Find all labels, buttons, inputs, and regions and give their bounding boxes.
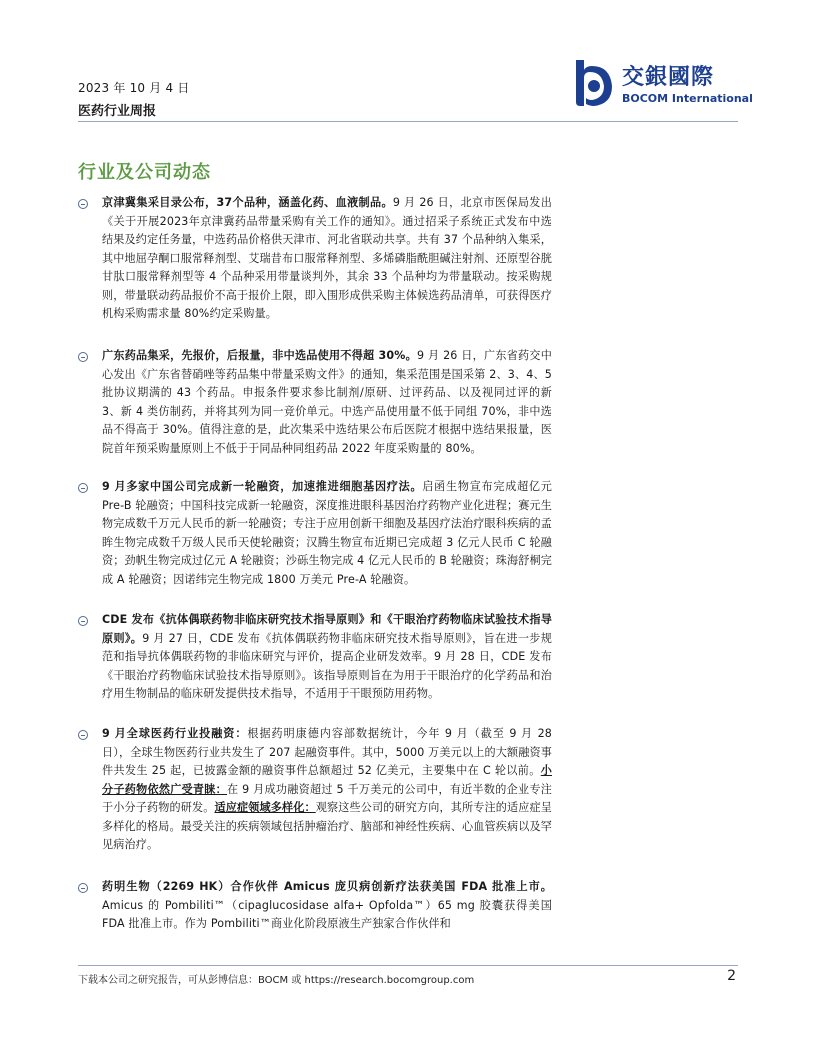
- page-number: 2: [727, 968, 736, 984]
- news-item-text: 9 月 26 日，北京市医保局发出《关于开展2023年京津冀药品带量采购有关工作的通知》。通过招采子系统正式发布中选结果及约定任务量，中选药品价格供天津市、河北省联动共享。共有 37 个品种纳入集采，其中地屈孕酮口服常释剂型、艾瑞昔布口服常释剂型、多烯磷脂酰胆碱注射剂、还原型谷胱甘肽口服常释剂型等 4 个品种采用带量谈判外，其余 33 个品种均为带量联动。按采购规则，带量联动药品报价不高于报价上限，即入围形成供采购主体候选药品清单，可获得医疗机构采购需求量 80%约定采购量。: [102, 196, 553, 320]
- circle-bullet-icon: [78, 616, 88, 626]
- logo-chinese-name: 交銀國際: [622, 65, 715, 90]
- news-item-body: [102, 725, 552, 855]
- news-item-headline: CDE 发布《抗体偶联药物非临床研究技术指导原则》和《干眼治疗药物临床试验技术指导原则》。: [102, 613, 552, 645]
- news-item-text: 启函生物宣布完成超亿元 Pre-B 轮融资；中国科技完成新一轮融资，深度推进眼科基因治疗药物产业化进程；赛元生物完成数千万元人民币的新一轮融资；专注于应用创新干细胞及基因疗法治疗眼科疾病的孟眸生物完成数千万级人民币天使轮融资；汉腾生物宣布近期已完成超 3 亿元人民币 C 轮融资；劲帆生物完成过亿元 A 轮融资；沙砾生物完成 4 亿元人民币的 B 轮融资；珠海舒桐完成 A 轮融资；因诺纬完生物完成 1800 万美元 Pre-A 轮融资。: [102, 480, 552, 586]
- header-divider: [78, 121, 738, 122]
- news-item-body: [102, 611, 552, 704]
- news-item-text: 根据药明康德内容部数据统计，今年 9 月（截至 9 月 28 日），全球生物医药行业共发生了 207 起融资事件。其中，5000 万美元以上的大额融资事件共发生 25 起，已披露金额的融资事件总额超过 52 亿美元，主要集中在 C 轮以前。: [102, 727, 552, 777]
- circle-bullet-icon: [78, 883, 88, 893]
- news-item-body: [102, 347, 552, 458]
- news-item-headline: 广东药品集采，先报价，后报量，非中选品使用不得超 30%。: [102, 349, 417, 362]
- news-item-body: [102, 478, 552, 589]
- logo-english-name: BOCOM International: [622, 92, 753, 105]
- section-title: 行业及公司动态: [78, 162, 211, 183]
- bocom-logo-icon: [568, 58, 614, 108]
- news-item-headline: 京津冀集采目录公布，37个品种，涵盖化药、血液制品。: [102, 196, 393, 209]
- footer-divider: [78, 965, 738, 966]
- news-item-text: 9 月 26 日，广东省药交中心发出《广东省替硝唑等药品集中带量采购文件》的通知，集采范围是国采第 2、3、4、5 批协议期满的 43 个药品。申报条件要求参比制剂/原研、过评药品、以及视同过评的新 3、新 4 类仿制药，并将其列为同一竞价单元。中选产品使用量不低于同组 70%，非中选品不得高于 30%。值得注意的是，此次集采中选结果公布后医院才根据中选结果报量，医院首年预采购量原则上不低于于同品种同组药品 2022 年度采购量的 80%。: [102, 349, 552, 455]
- news-item-text: 观察这些公司的研究方向，其所专注的适应症呈多样化的格局。最受关注的疾病领域包括肿瘤治疗、脑部和神经性疾病、心血管疾病以及罕见病治疗。: [102, 801, 552, 851]
- bocom-logo: [568, 58, 753, 108]
- report-type: 医药行业周报: [78, 104, 157, 119]
- news-item-text: 9 月 27 日，CDE 发布《抗体偶联药物非临床研究技术指导原则》，旨在进一步规范和指导抗体偶联药物的非临床研究与评价，提高企业研发效率。9 月 28 日，CDE 发布《干眼治疗药物临床试验技术指导原则》。该指导原则旨在为用于干眼治疗的化学药品和治疗用生物制品的临床研发提供技术指导，不适用于干眼预防用药物。: [102, 631, 552, 700]
- news-item-headline: 9 月多家中国公司完成新一轮融资，加速推进细胞基因疗法。: [102, 480, 423, 493]
- news-item-body: [102, 194, 552, 324]
- news-item-text: 在 9 月成功融资超过 5 千万美元的公司中，有近半数的企业专注于小分子药物的研发。: [102, 782, 552, 814]
- circle-bullet-icon: [78, 730, 88, 740]
- news-item-headline: 药明生物（2269 HK）合作伙伴 Amicus 庞贝病创新疗法获美国 FDA 批准上市。: [102, 880, 552, 893]
- highlight-indication-diversity: 适应症领域多样化：: [214, 801, 316, 814]
- highlight-small-molecule: 小分子药物依然广受青睐：: [102, 764, 552, 796]
- news-item-body: [102, 878, 552, 934]
- news-item-headline: 9 月全球医药行业投融资：: [102, 727, 248, 740]
- circle-bullet-icon: [78, 352, 88, 362]
- news-item-text: Amicus 的 Pombiliti™（cipaglucosidase alfa+ Opfolda™）65 mg 胶囊获得美国 FDA 批准上市。作为 Pombiliti™商业化阶段原液生产独家合作伙伴和: [102, 898, 552, 930]
- circle-bullet-icon: [78, 199, 88, 209]
- report-date: 2023 年 10 月 4 日: [78, 81, 190, 95]
- circle-bullet-icon: [78, 483, 88, 493]
- footer-disclaimer: 下载本公司之研究报告，可从彭博信息：BOCM 或 https://research.bocomgroup.com: [78, 975, 475, 986]
